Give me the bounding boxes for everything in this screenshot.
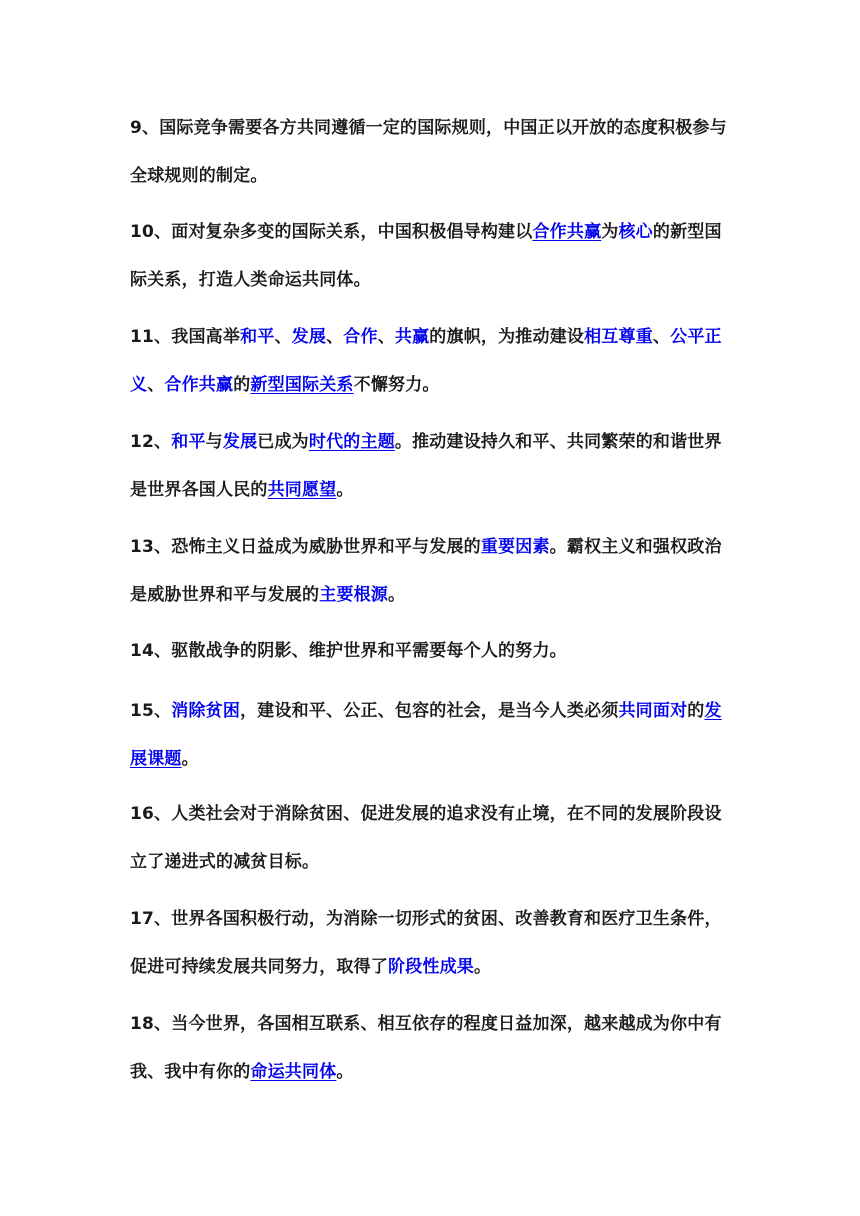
highlighted-term: 命运共同体 bbox=[250, 1062, 337, 1082]
highlighted-term: 合作共赢 bbox=[532, 222, 602, 242]
paragraph-text: 9、国际竞争需要各方共同遵循一定的国际规则，中国正以开放的态度积极参与全球规则的制定。 bbox=[130, 118, 727, 186]
paragraph-item-18 bbox=[130, 1000, 730, 1096]
highlighted-term: 共赢 bbox=[394, 327, 430, 347]
paragraph-text: 。霸权主义和强权政治是威胁世界和平与发展的 bbox=[130, 537, 722, 605]
paragraph-text: 。 bbox=[336, 1062, 354, 1082]
highlighted-term: 公平正义 bbox=[130, 327, 722, 395]
paragraph-item-17 bbox=[130, 895, 730, 991]
paragraph-item-13 bbox=[130, 523, 730, 619]
paragraph-text: 的新型国际关系，打造人类命运共同体。 bbox=[130, 222, 722, 290]
highlighted-term: 时代的主题 bbox=[308, 432, 395, 452]
highlighted-term: 相互尊重 bbox=[584, 327, 653, 347]
paragraph-text: 已成为 bbox=[257, 432, 309, 452]
highlighted-term: 和平 bbox=[171, 432, 206, 452]
highlighted-term: 主要根源 bbox=[319, 585, 389, 605]
paragraph-text: 、 bbox=[274, 327, 292, 347]
paragraph-text: 的旗帜，为推动建设 bbox=[429, 327, 585, 347]
paragraph-text: 14、驱散战争的阴影、维护世界和平需要每个人的努力。 bbox=[130, 641, 567, 661]
paragraph-text: 不懈努力。 bbox=[353, 375, 440, 395]
highlighted-term: 共同面对 bbox=[618, 701, 688, 721]
paragraph-text: 18、当今世界，各国相互联系、相互依存的程度日益加深，越来越成为你中有我、我中有你的 bbox=[130, 1014, 722, 1082]
paragraph-text: 16、人类社会对于消除贫困、促进发展的追求没有止境，在不同的发展阶段设立了递进式的减贫目标。 bbox=[130, 804, 722, 872]
paragraph-item-15 bbox=[130, 687, 730, 783]
highlighted-term: 发展 bbox=[291, 327, 327, 347]
paragraph-text: 。 bbox=[181, 749, 199, 769]
highlighted-term: 消除贫困 bbox=[171, 701, 241, 721]
highlighted-term: 发展课题 bbox=[130, 701, 722, 769]
paragraph-text: 13、恐怖主义日益成为威胁世界和平与发展的 bbox=[130, 537, 481, 557]
paragraph-item-9 bbox=[130, 104, 730, 200]
paragraph-text: 17、世界各国积极行动，为消除一切形式的贫困、改善教育和医疗卫生条件，促进可持续发展共同努力，取得了 bbox=[130, 909, 722, 977]
paragraph-text: 、 bbox=[326, 327, 344, 347]
paragraph-text: 。 bbox=[336, 480, 354, 500]
paragraph-text: 、 bbox=[652, 327, 671, 347]
highlighted-term: 发展 bbox=[222, 432, 258, 452]
paragraph-text: 10、面对复杂多变的国际关系，中国积极倡导构建以 bbox=[130, 222, 533, 242]
paragraph-text: 与 bbox=[205, 432, 223, 452]
paragraph-text: 。 bbox=[474, 957, 492, 977]
highlighted-term: 合作 bbox=[343, 327, 378, 347]
highlighted-term: 共同愿望 bbox=[267, 480, 337, 500]
paragraph-text: 12、 bbox=[130, 432, 172, 452]
paragraph-text: 的 bbox=[233, 375, 251, 395]
highlighted-term: 和平 bbox=[240, 327, 275, 347]
paragraph-item-10 bbox=[130, 208, 730, 304]
paragraph-text: 、 bbox=[377, 327, 395, 347]
paragraph-item-14 bbox=[130, 627, 730, 675]
paragraph-text: 为 bbox=[601, 222, 619, 242]
paragraph-text: ，建设和平、公正、包容的社会，是当今人类必须 bbox=[240, 701, 619, 721]
highlighted-term: 核心 bbox=[618, 222, 653, 242]
paragraph-item-16 bbox=[130, 790, 730, 886]
paragraph-text: 的 bbox=[687, 701, 705, 721]
paragraph-text: 。推动建设持久和平、共同繁荣的和谐世界是世界各国人民的 bbox=[130, 432, 722, 500]
paragraph-text: 、 bbox=[147, 375, 165, 395]
highlighted-term: 合作共赢 bbox=[164, 375, 234, 395]
highlighted-term: 阶段性成果 bbox=[388, 957, 474, 977]
paragraph-text: 。 bbox=[388, 585, 406, 605]
highlighted-term: 重要因素 bbox=[480, 537, 550, 557]
paragraph-item-11 bbox=[130, 313, 730, 409]
paragraph-item-12 bbox=[130, 418, 730, 514]
paragraph-text: 15、 bbox=[130, 701, 172, 721]
highlighted-term: 新型国际关系 bbox=[250, 375, 354, 395]
paragraph-text: 11、我国高举 bbox=[130, 327, 241, 347]
